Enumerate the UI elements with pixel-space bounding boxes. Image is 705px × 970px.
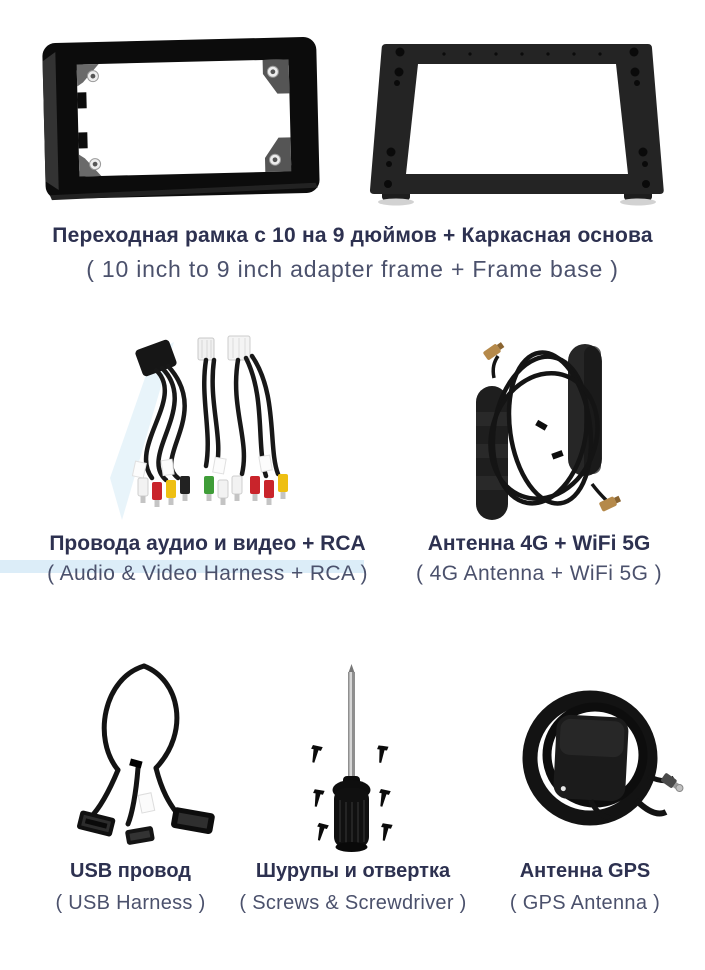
antenna-caption-ru: Антенна 4G + WiFi 5G [427, 532, 651, 555]
adapter-frame-photo [34, 30, 328, 208]
av-rca-harness-photo [108, 328, 312, 520]
gps-antenna-photo [498, 658, 690, 856]
antenna-caption-en: ( 4G Antenna + WiFi 5G ) [416, 562, 662, 585]
screws-caption-en: ( Screws & Screwdriver ) [239, 892, 467, 914]
gold-sma-connector [483, 340, 506, 360]
usb-harness-photo [52, 652, 236, 854]
screws-caption-ru: Шурупы и отвертка [255, 860, 451, 882]
usb-caption-ru: USB провод [70, 860, 191, 882]
frames-title-ru: Переходная рамка с 10 на 9 дюймов + Каркасная основа [52, 224, 653, 247]
screws-screwdriver-photo [281, 662, 425, 854]
harness-caption-ru: Провода аудио и видео + RCA [49, 532, 366, 555]
gps-caption-ru: Антенна GPS [519, 860, 651, 882]
usb-caption-en: ( USB Harness ) [55, 892, 206, 914]
frame-base-photo [366, 36, 668, 212]
gps-caption-en: ( GPS Antenna ) [509, 892, 661, 914]
frames-title-en: ( 10 inch to 9 inch adapter frame + Frame base ) [86, 256, 619, 282]
harness-caption-en: ( Audio & Video Harness + RCA ) [47, 562, 368, 585]
antenna-4g-wifi-photo [452, 334, 644, 520]
